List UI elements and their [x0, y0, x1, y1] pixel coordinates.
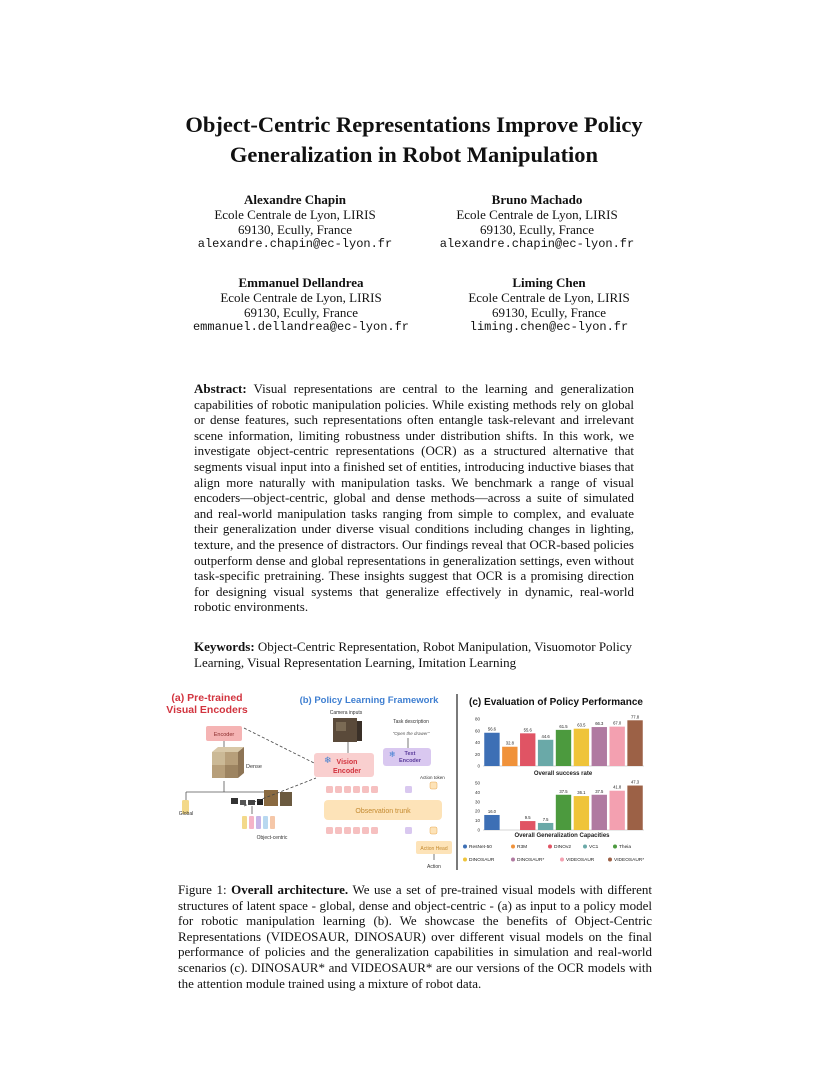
author-affiliation: Ecole Centrale de Lyon, LIRIS	[456, 207, 618, 222]
y-tick-label: 10	[474, 818, 480, 824]
chart-2-title: Overall Generalization Capacities	[514, 833, 610, 839]
object-mask-2	[240, 800, 246, 805]
panel-b-title: (b) Policy Learning Framework	[299, 695, 439, 706]
bar-videosaur	[609, 727, 624, 766]
bar-videosaur-	[627, 786, 642, 830]
bar-dinov2	[520, 821, 535, 830]
y-tick-label: 80	[474, 716, 480, 722]
legend-label: VC1	[589, 845, 599, 850]
bar-r3m	[502, 747, 517, 766]
figure-svg	[166, 688, 652, 874]
task-description-label: Task description	[393, 719, 429, 725]
slot-3	[256, 816, 261, 829]
observation-trunk-label: Observation trunk	[355, 808, 411, 815]
camera-image-side	[357, 721, 362, 741]
abstract-label: Abstract:	[194, 381, 247, 396]
y-tick-label: 30	[474, 799, 480, 805]
bar-value-label: 37.5	[595, 788, 604, 794]
action-label: Action	[427, 864, 441, 870]
bar-value-label: 63.5	[577, 722, 586, 728]
author-affiliation: Ecole Centrale de Lyon, LIRIS	[214, 207, 376, 222]
y-tick-label: 50	[474, 780, 480, 786]
bar-resnet-50	[484, 815, 499, 830]
author-name: Bruno Machado	[491, 192, 583, 207]
panel-c-title: (c) Evaluation of Policy Performance	[469, 697, 643, 708]
author-name: Liming Chen	[512, 275, 586, 290]
success-rate-chart	[475, 714, 644, 768]
title-line-2: Generalization in Robot Manipulation	[229, 142, 599, 167]
panel-a-title-2: Visual Encoders	[166, 704, 248, 716]
legend-swatch	[548, 845, 552, 849]
abstract	[194, 381, 634, 615]
figure-1	[166, 688, 652, 874]
y-tick-label: 40	[474, 789, 480, 795]
object-mask-5	[264, 790, 278, 806]
bar-value-label: 55.6	[523, 727, 532, 733]
bar-dinov2	[520, 733, 535, 766]
bar-value-label: 37.5	[559, 788, 568, 794]
action-head-label: Action Head	[420, 846, 448, 852]
slot-2	[249, 816, 254, 829]
bar-theia	[556, 795, 571, 830]
legend-swatch	[613, 845, 617, 849]
bar-value-label: 9.5	[524, 815, 531, 821]
bar-videosaur-	[627, 720, 642, 766]
legend-swatch	[511, 858, 515, 862]
encoder-label: Encoder	[213, 732, 235, 738]
slot-1	[242, 816, 247, 829]
y-tick-label: 40	[474, 740, 480, 745]
dense-feature-cube	[212, 747, 244, 778]
keywords-label: Keywords:	[194, 639, 255, 654]
author-address: 69130, Ecully, France	[480, 222, 594, 237]
keywords-text: Object-Centric Representation, Robot Manipulation, Visuomotor Policy Learning, Visual Representation Learning, Imitation Learning	[194, 639, 633, 670]
bar-dinosaur-	[592, 795, 607, 830]
vision-encoder-label-1: Vision	[336, 759, 358, 766]
author-affiliation: Ecole Centrale de Lyon, LIRIS	[468, 290, 630, 305]
keywords	[194, 639, 634, 670]
object-centric-label: Object-centric	[256, 835, 288, 841]
freeze-icon: ❄	[324, 755, 332, 765]
author-block-4	[399, 275, 699, 335]
bar-vc1	[538, 823, 553, 830]
author-address: 69130, Ecully, France	[244, 305, 358, 320]
author-email: liming.chen@ec-lyon.fr	[469, 320, 629, 334]
dashed-link-1	[244, 728, 316, 764]
y-tick-label: 0	[477, 827, 480, 833]
vision-encoder-label-2: Encoder	[332, 768, 362, 775]
action-token-label: Action token	[420, 775, 445, 780]
chart-1-title: Overall success rate	[533, 771, 593, 777]
legend-swatch	[463, 858, 467, 862]
slot-5	[270, 816, 275, 829]
global-label: Global	[178, 811, 194, 817]
bar-value-label: 7.5	[542, 816, 549, 822]
author-email: alexandre.chapin@ec-lyon.fr	[439, 237, 635, 251]
legend-swatch	[560, 858, 564, 862]
bar-dinosaur-	[592, 727, 607, 766]
y-tick-label: 0	[477, 763, 480, 769]
y-tick-label: 20	[474, 751, 480, 757]
caption-label: Figure 1:	[178, 882, 227, 897]
legend-label: R3M	[517, 845, 528, 850]
author-email: emmanuel.dellandrea@ec-lyon.fr	[192, 320, 410, 334]
caption-bold: Overall architecture.	[231, 882, 349, 897]
legend-label: Theia	[619, 845, 631, 850]
legend-label: VIDEOSAUR*	[614, 858, 645, 863]
camera-image-detail	[336, 722, 346, 731]
y-tick-label: 20	[474, 808, 480, 814]
figure-caption	[178, 882, 652, 991]
bar-value-label: 16.0	[487, 808, 497, 814]
legend-label: VIDEOSAUR	[566, 858, 595, 863]
bar-theia	[556, 730, 571, 766]
legend-swatch	[511, 845, 515, 849]
action-token	[430, 782, 437, 789]
paper-title	[0, 110, 828, 170]
bar-dinosaur	[574, 729, 589, 766]
task-example: "Open the drawer"	[392, 731, 430, 736]
text-encoder-label-2: Encoder	[398, 758, 422, 764]
author-affiliation: Ecole Centrale de Lyon, LIRIS	[220, 290, 382, 305]
author-block-2	[387, 192, 687, 252]
legend-swatch	[463, 845, 467, 849]
legend-swatch	[583, 845, 587, 849]
token-row-bottom	[326, 827, 437, 834]
camera-inputs-label: Camera inputs	[329, 710, 363, 716]
chart-legend	[463, 844, 644, 863]
bar-dinosaur	[574, 796, 589, 830]
legend-label: DINOSAUR	[469, 858, 495, 863]
bar-vc1	[538, 740, 553, 766]
legend-label: DINOSAUR*	[517, 858, 545, 863]
object-mask-6	[280, 792, 292, 806]
token-row-top	[326, 786, 412, 793]
text-encoder-label-1: Text	[404, 751, 416, 757]
generalization-chart	[475, 780, 644, 833]
panel-a-title-1: (a) Pre-trained	[171, 692, 243, 704]
author-name: Alexandre Chapin	[244, 192, 346, 207]
text-freeze-icon: ❄	[389, 750, 396, 759]
dense-label: Dense	[246, 764, 262, 770]
bar-value-label: 77.8	[630, 714, 640, 720]
bar-value-label: 47.3	[630, 779, 640, 785]
legend-label: DINOv2	[554, 845, 572, 850]
author-address: 69130, Ecully, France	[238, 222, 352, 237]
legend-label: ResNet-50	[469, 845, 492, 850]
bar-value-label: 41.8	[613, 784, 622, 790]
bar-value-label: 66.3	[595, 721, 604, 727]
bar-resnet-50	[484, 733, 499, 766]
abstract-text: Visual representations are central to the learning and generalization capabilities of robotic manipulation policies. While existing methods rely on global or dense features, such representations often entangle task-relevant and irrelevant scene information, limiting robustness under distribution shifts. In this work, we investigate object-centric representations (OCR) as a structured alternative that segments visual input into a finished set of entities, introducing inductive biases that align more naturally with manipulation tasks. We benchmark a range of visual encoders—object-centric, global and dense methods—across a suite of simulated and real-world manipulation tasks ranging from simple to complex, and evaluate their generalization under diverse visual conditions including changes in lighting, texture, and the presence of distractors. Our findings reveal that OCR-based policies outperform dense and global representations in generalization settings, even without task-specific pretraining. These insights suggest that OCR is a promising direction for designing visual systems that generalize effectively in dynamic, real-world robotic environments.	[194, 381, 635, 615]
bar-value-label: 44.6	[541, 733, 550, 739]
bar-value-label: 61.5	[559, 723, 568, 729]
caption-text: We use a set of pre-trained visual models with different structures of latent space - global, dense and object-centric - (a) as input to a policy model for robotic manipulation learning (b). We showcase the benefits of Object-Centric Representations (VIDEOSAUR, DINOSAUR) over different visual models on the final performance of policies and the generalization capabilities in simulation and real-world scenarios (c). DINOSAUR* and VIDEOSAUR* are our versions of the OCR models with the attention module trained using a mixture of robot data.	[178, 882, 652, 991]
author-address: 69130, Ecully, France	[492, 305, 606, 320]
slot-4	[263, 816, 268, 829]
bar-videosaur	[609, 791, 624, 830]
bar-value-label: 56.6	[487, 726, 497, 732]
bar-value-label: 67.0	[613, 720, 622, 726]
bar-value-label: 32.8	[505, 740, 514, 746]
title-line-1: Object-Centric Representations Improve Policy	[185, 112, 643, 137]
object-mask-1	[231, 798, 238, 804]
author-name: Emmanuel Dellandrea	[238, 275, 364, 290]
legend-swatch	[608, 858, 612, 862]
author-email: alexandre.chapin@ec-lyon.fr	[197, 237, 393, 251]
bar-value-label: 36.1	[577, 790, 586, 796]
y-tick-label: 60	[474, 728, 480, 734]
